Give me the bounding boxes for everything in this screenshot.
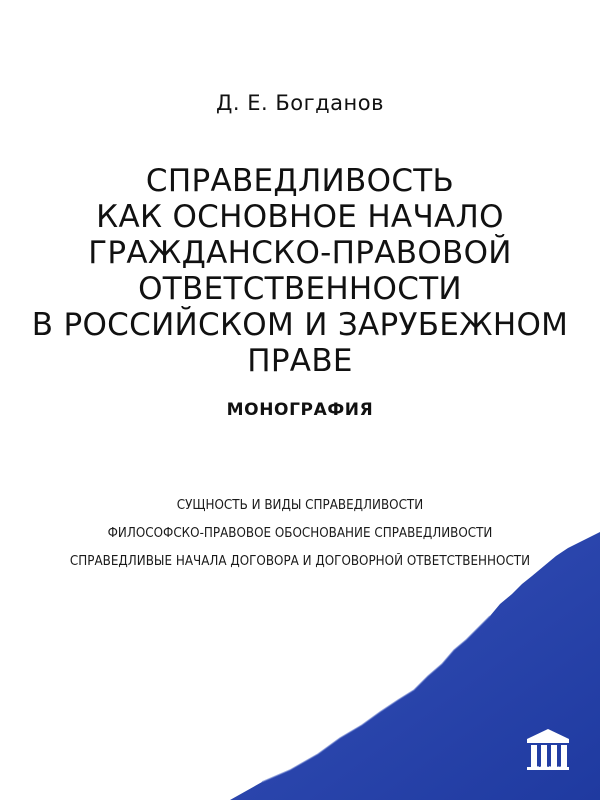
book-genre: МОНОГРАФИЯ [226,400,374,420]
author-name: Д. Е. Богданов [215,91,384,115]
title-line: ПРАВЕ [247,343,353,379]
topic-item: СПРАВЕДЛИВЫЕ НАЧАЛА ДОГОВОРА И ДОГОВОРНОЙ ОТВЕТСТВЕННОСТИ [69,554,531,569]
title-line: ГРАЖДАНСКО-ПРАВОВОЙ [88,235,512,271]
title-line: В РОССИЙСКОМ И ЗАРУБЕЖНОМ [31,307,569,343]
publisher-name: ПРОСПЕКТ [532,766,564,772]
topic-item: СУЩНОСТЬ И ВИДЫ СПРАВЕДЛИВОСТИ [176,498,424,513]
title-line: СПРАВЕДЛИВОСТЬ [145,163,455,199]
title-line: КАК ОСНОВНОЕ НАЧАЛО [96,199,504,235]
title-line: ОТВЕТСТВЕННОСТИ [138,271,462,307]
topic-item: ФИЛОСОФСКО-ПРАВОВОЕ ОБОСНОВАНИЕ СПРАВЕДЛИВОСТИ [107,526,493,541]
